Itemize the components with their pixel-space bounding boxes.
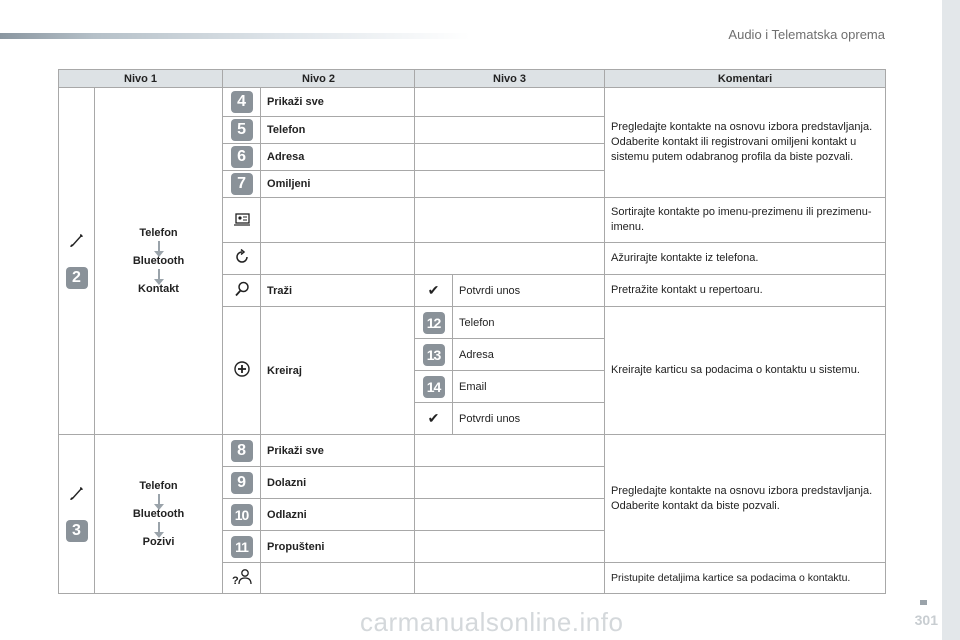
watermark-text: carmanualsonline.info <box>360 607 624 637</box>
page-marker <box>920 600 927 605</box>
check-icon: ✔ <box>427 410 440 426</box>
submenu-item-label: Adresa <box>453 339 605 371</box>
page-header-title: Audio i Telematska oprema <box>728 27 885 42</box>
menu-item-label: Odlazni <box>261 499 415 531</box>
search-icon <box>233 280 251 298</box>
step-badge: 6 <box>231 146 253 168</box>
step-badge: 2 <box>66 267 88 289</box>
menu-item-label: Propušteni <box>261 531 415 563</box>
menu-item-label: Telefon <box>261 117 415 144</box>
level1-path-contacts <box>95 88 223 435</box>
comment-text: Pregledajte kontakte na osnovu izbora predstavljanja. Odaberite kontakt ili registrovani omiljeni kontakt u sistemu putem odabranog profila da biste pozvali. <box>605 88 886 198</box>
comment-text: Pretražite kontakt u repertoaru. <box>605 275 886 307</box>
refresh-icon <box>233 248 251 266</box>
step-badge: 12 <box>423 312 445 334</box>
step-badge: 4 <box>231 91 253 113</box>
step-badge: 9 <box>231 472 253 494</box>
table-header-row <box>59 70 886 88</box>
arrow-down-icon <box>158 269 160 279</box>
level1-path-calls <box>95 435 223 594</box>
menu-item-label: Traži <box>261 275 415 307</box>
table-row <box>59 435 886 467</box>
column-header-nivo2: Nivo 2 <box>223 70 415 88</box>
column-header-nivo3: Nivo 3 <box>415 70 605 88</box>
comment-text: Sortirajte kontakte po imenu-prezimenu ili prezimenu-imenu. <box>605 198 886 243</box>
table-row <box>59 88 886 117</box>
sort-contacts-icon <box>233 212 251 226</box>
comment-text: Pregledajte kontakte na osnovu izbora predstavljanja. Odaberite kontakt da biste pozvali. <box>605 435 886 563</box>
path-step: Telefon <box>139 480 178 492</box>
arrow-down-icon <box>158 522 160 532</box>
column-header-comments: Komentari <box>605 70 886 88</box>
path-step: Telefon <box>139 227 178 239</box>
path-step: Bluetooth <box>132 508 185 520</box>
path-step: Pozivi <box>142 536 175 548</box>
comment-text: Pristupite detaljima kartice sa podacima o kontaktu. <box>605 563 886 594</box>
menu-item-label: Adresa <box>261 144 415 171</box>
phone-icon <box>69 486 85 502</box>
menu-item-label: Dolazni <box>261 467 415 499</box>
page-number: 301 <box>914 612 938 628</box>
arrow-down-icon <box>158 241 160 251</box>
phone-icon <box>69 233 85 249</box>
path-step: Kontakt <box>138 283 179 295</box>
header-gradient-bar <box>0 33 470 39</box>
page-edge-strip <box>942 0 960 640</box>
step-badge: 10 <box>231 504 253 526</box>
contact-details-icon <box>231 568 253 586</box>
step-badge: 14 <box>423 376 445 398</box>
menu-item-label: Prikaži sve <box>261 88 415 117</box>
add-contact-icon <box>233 360 251 378</box>
step-badge: 8 <box>231 440 253 462</box>
check-icon: ✔ <box>427 282 440 298</box>
step-badge: 5 <box>231 119 253 141</box>
menu-structure-table <box>58 69 886 594</box>
submenu-item-label: Telefon <box>453 307 605 339</box>
submenu-item-label: Potvrdi unos <box>453 275 605 307</box>
step-badge: 3 <box>66 520 88 542</box>
step-badge: 13 <box>423 344 445 366</box>
menu-item-label: Kreiraj <box>261 307 415 435</box>
svg-text:?: ? <box>231 574 239 586</box>
column-header-nivo1: Nivo 1 <box>59 70 223 88</box>
level1-cell-contacts <box>59 88 95 435</box>
menu-item-label: Prikaži sve <box>261 435 415 467</box>
comment-text: Kreirajte karticu sa podacima o kontaktu u sistemu. <box>605 307 886 435</box>
menu-item-label: Omiljeni <box>261 171 415 198</box>
step-badge: 7 <box>231 173 253 195</box>
submenu-item-label: Potvrdi unos <box>453 403 605 435</box>
arrow-down-icon <box>158 494 160 504</box>
level1-cell-calls <box>59 435 95 594</box>
step-badge: 11 <box>231 536 253 558</box>
path-step: Bluetooth <box>132 255 185 267</box>
comment-text: Ažurirajte kontakte iz telefona. <box>605 243 886 275</box>
submenu-item-label: Email <box>453 371 605 403</box>
